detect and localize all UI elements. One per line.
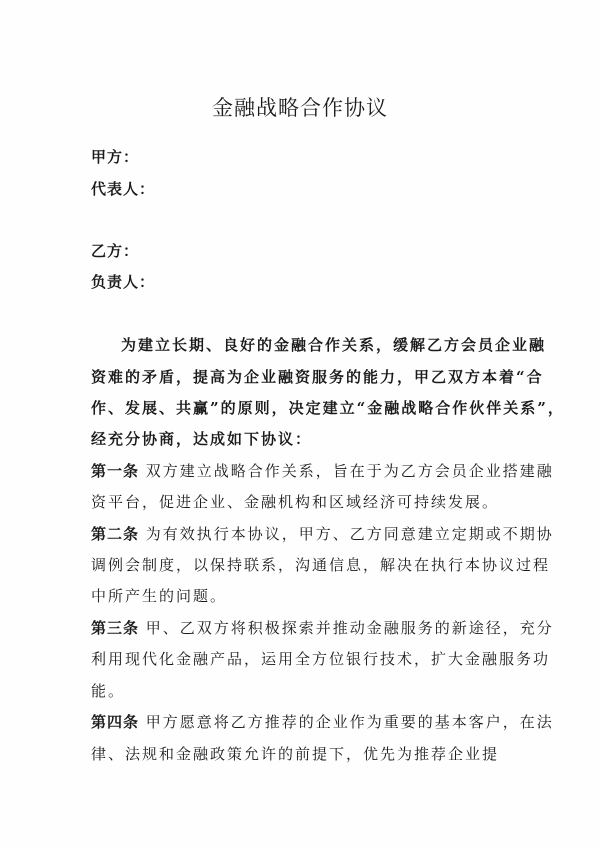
article-text-line: 律、法规和金融政策允许的前提下，优先为推荐企业提 (91, 745, 500, 763)
responsible-label: 负责人： (91, 273, 156, 291)
article-label: 第二条 (91, 525, 140, 543)
preamble-line: 作、发展、共赢”的原则，决定建立“金融战略合作伙伴关系”， (91, 399, 565, 417)
article-text-line: 利用现代化金融产品，运用全方位银行技术，扩大金融服务功 (91, 650, 551, 668)
party-a-label: 甲方： (91, 148, 140, 166)
article-2 (91, 523, 554, 544)
article-label: 第三条 (91, 619, 140, 637)
party-b-label: 乙方： (91, 242, 140, 260)
preamble-line: 资难的矛盾，提高为企业融资服务的能力，甲乙双方本着“合 (91, 368, 544, 386)
article-text: 为有效执行本协议，甲方、乙方同意建立定期或不期协 (145, 525, 554, 543)
article-text-line: 调例会制度，以保持联系，沟通信息，解决在执行本协议过程 (91, 556, 551, 574)
article-3 (91, 617, 554, 638)
document-title: 金融战略合作协议 (212, 96, 388, 120)
article-label: 第四条 (91, 713, 140, 731)
article-text-line: 中所产生的问题。 (91, 587, 228, 605)
article-1 (91, 460, 554, 481)
article-text: 双方建立战略合作关系，旨在于为乙方会员企业搭建融 (145, 462, 554, 480)
article-4 (91, 711, 554, 732)
preamble-line: 经充分协商，达成如下协议： (91, 430, 313, 448)
preamble-line: 为建立长期、良好的金融合作关系，缓解乙方会员企业融 (121, 336, 547, 354)
article-text: 甲方愿意将乙方推荐的企业作为重要的基本客户，在法 (145, 713, 554, 731)
article-text-line: 能。 (91, 682, 126, 700)
article-label: 第一条 (91, 462, 140, 480)
article-text: 甲、乙双方将积极探索并推动金融服务的新途径，充分 (145, 619, 554, 637)
representative-label: 代表人： (91, 180, 156, 198)
article-text-line: 资平台，促进企业、金融机构和区域经济可持续发展。 (91, 493, 500, 511)
